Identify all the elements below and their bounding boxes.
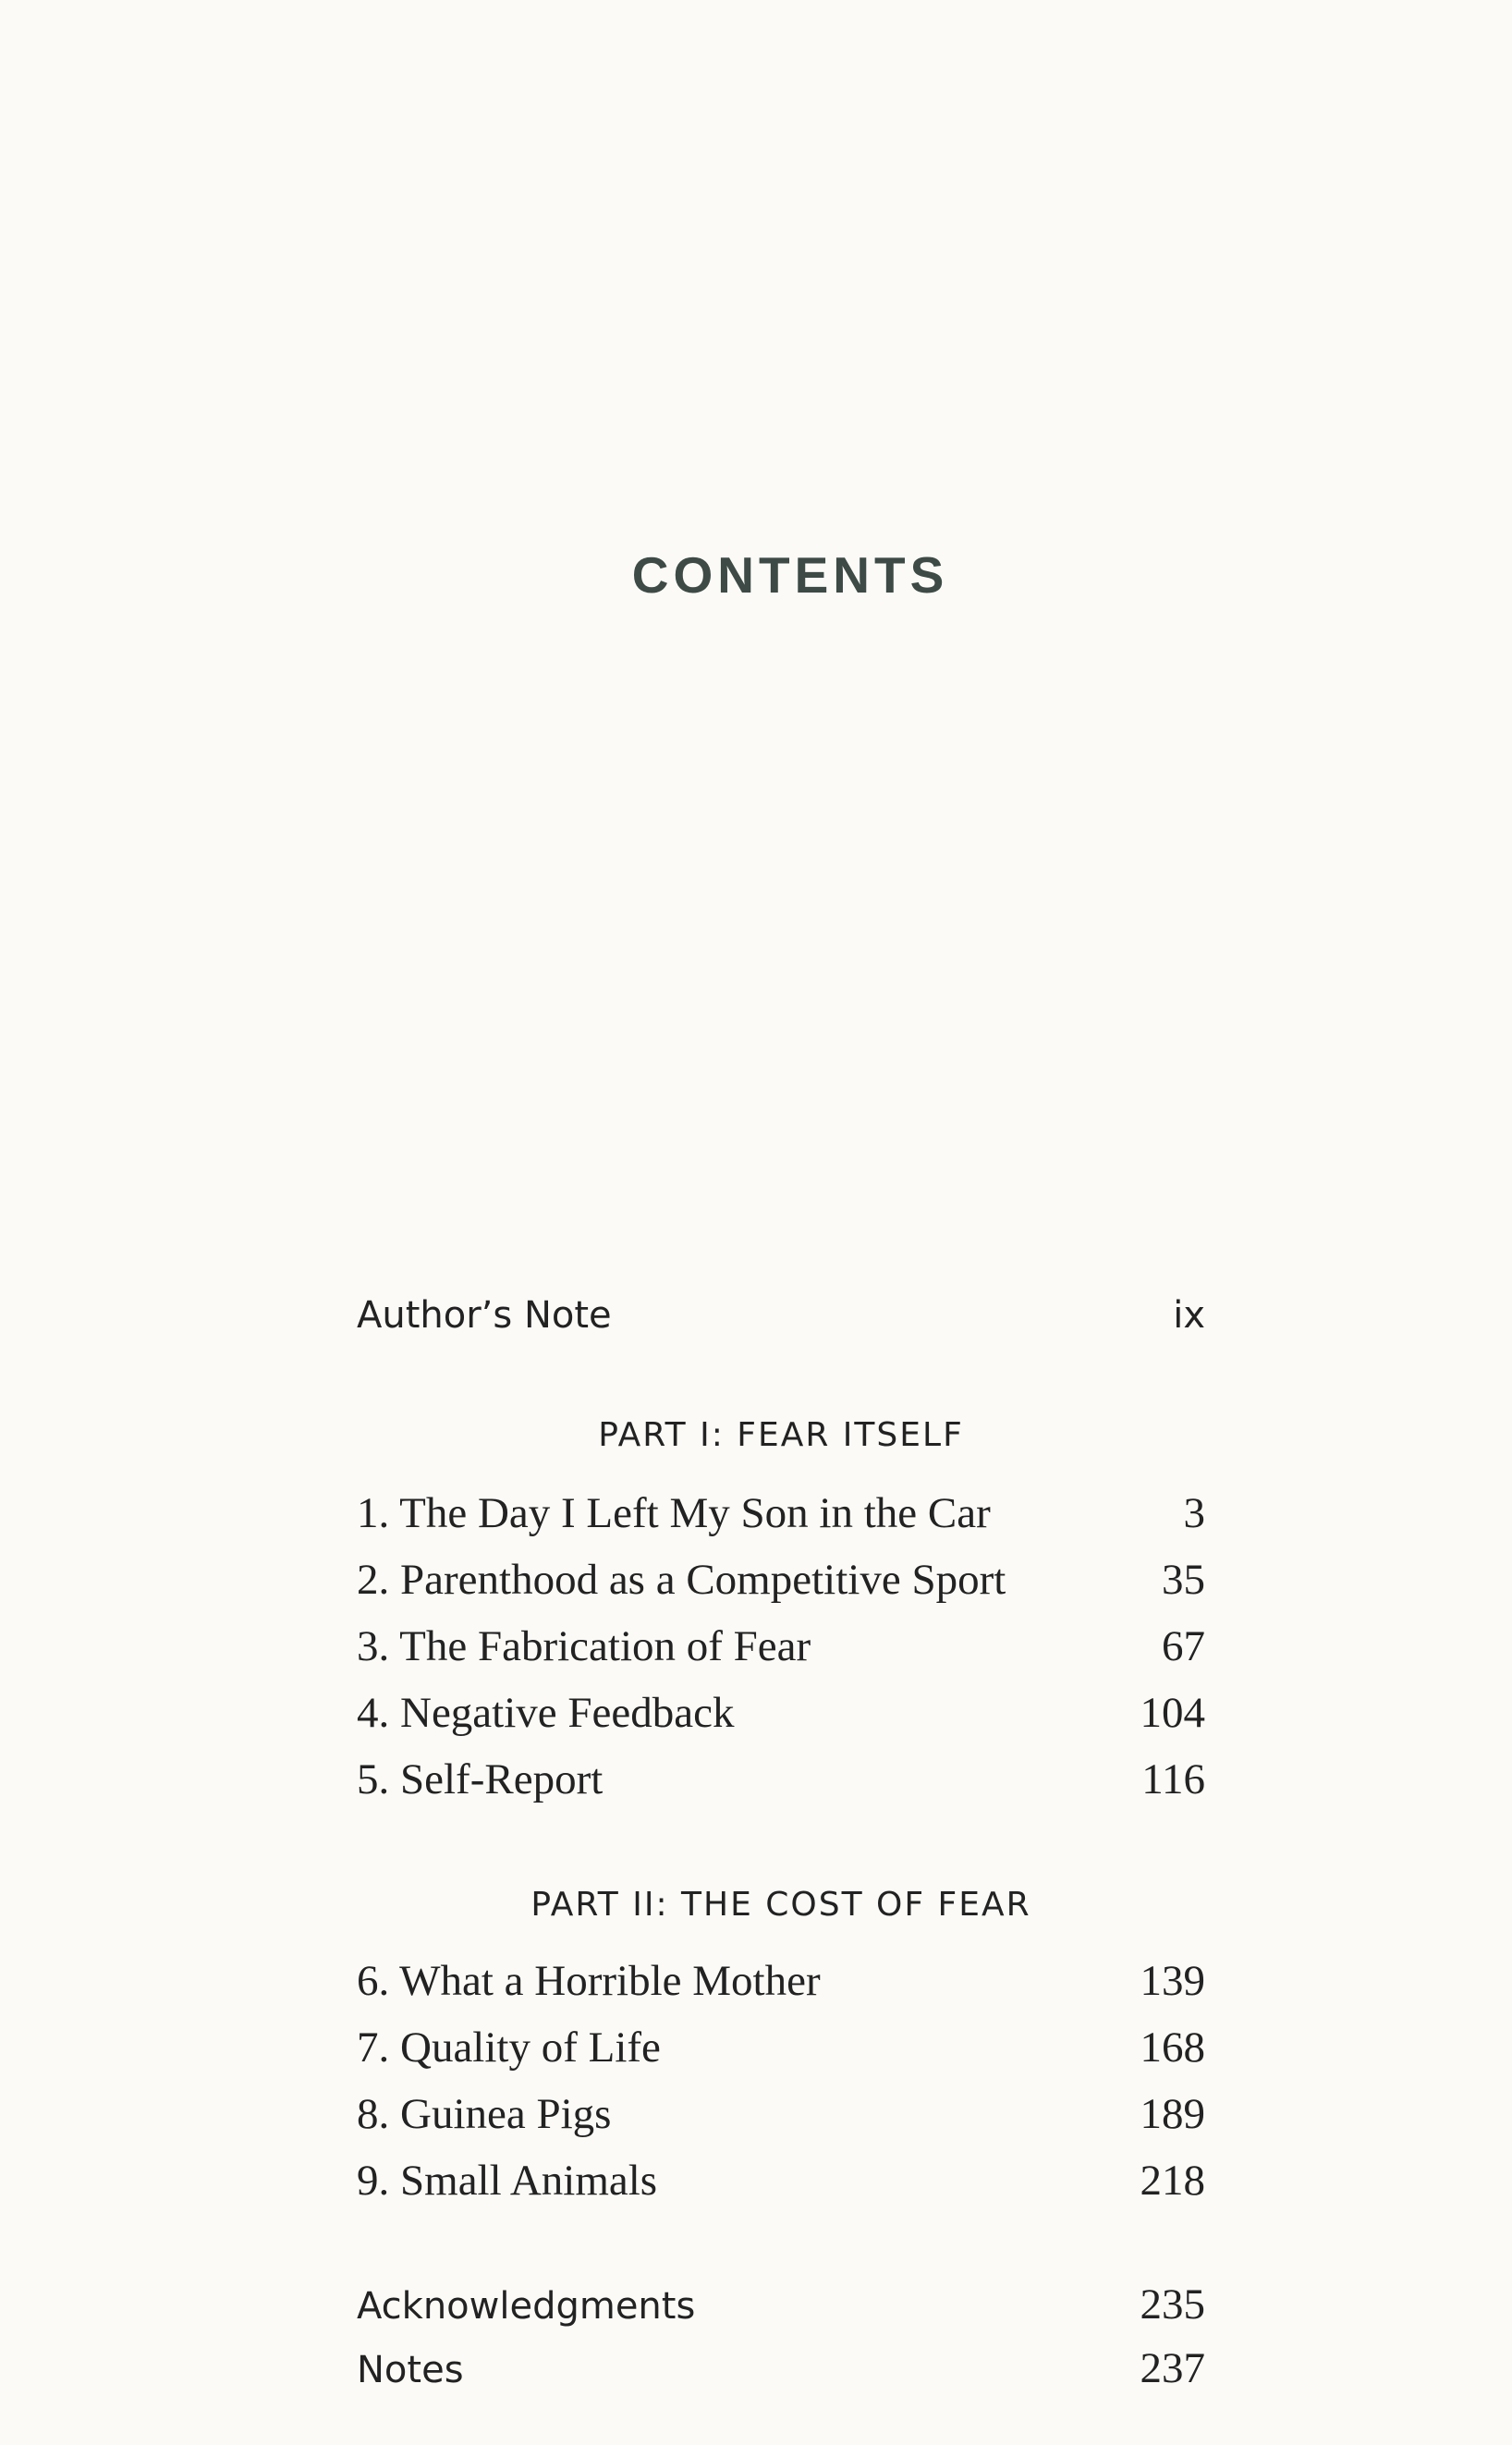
toc-entry-page: ix <box>1173 1294 1205 1337</box>
toc-entry-label: Author’s Note <box>357 1294 612 1337</box>
toc-entry-page: 116 <box>1141 1755 1205 1803</box>
toc-entry-label: Notes <box>357 2349 464 2391</box>
toc-entry-label: 9. Small Animals <box>357 2157 658 2205</box>
toc-entry-label: 8. Guinea Pigs <box>357 2090 612 2138</box>
toc-entry-label: 7. Quality of Life <box>357 2023 661 2072</box>
toc-entry-chapter-5 <box>357 1754 1205 1804</box>
toc-entry-chapter-6 <box>357 1956 1205 2006</box>
toc-entry-page: 3 <box>1183 1489 1205 1537</box>
toc-entry-chapter-2 <box>357 1555 1205 1605</box>
toc-entry-notes <box>357 2343 1205 2393</box>
toc-entry-chapter-8 <box>357 2089 1205 2139</box>
toc-entry-acknowledgments <box>357 2280 1205 2329</box>
toc-entry-label: 1. The Day I Left My Son in the Car <box>357 1489 991 1537</box>
toc-entry-chapter-7 <box>357 2023 1205 2072</box>
toc-entry-page: 237 <box>1140 2344 1205 2392</box>
toc-entry-page: 189 <box>1140 2090 1205 2138</box>
part-heading-1: PART I: FEAR ITSELF <box>598 1416 964 1454</box>
toc-entry-page: 35 <box>1162 1556 1205 1604</box>
toc-entry-label: 4. Negative Feedback <box>357 1689 735 1737</box>
toc-entry-label: 6. What a Horrible Mother <box>357 1957 821 2005</box>
toc-entry-label: 2. Parenthood as a Competitive Sport <box>357 1556 1006 1604</box>
toc-entry-chapter-3 <box>357 1621 1205 1671</box>
toc-entry-chapter-4 <box>357 1688 1205 1738</box>
toc-entry-label: 5. Self-Report <box>357 1755 604 1803</box>
toc-entry-page: 104 <box>1140 1689 1205 1737</box>
toc-entry-page: 139 <box>1140 1957 1205 2005</box>
page-title: CONTENTS <box>631 546 949 604</box>
toc-entry-authors-note <box>357 1294 1205 1337</box>
toc-entry-label: 3. The Fabrication of Fear <box>357 1622 811 1670</box>
toc-entry-page: 168 <box>1140 2023 1205 2072</box>
toc-entry-page: 67 <box>1162 1622 1205 1670</box>
toc-entry-label: Acknowledgments <box>357 2285 696 2328</box>
part-heading-2: PART II: THE COST OF FEAR <box>530 1886 1031 1924</box>
toc-entry-page: 218 <box>1140 2157 1205 2205</box>
toc-entry-page: 235 <box>1140 2280 1205 2329</box>
toc-entry-chapter-9 <box>357 2156 1205 2206</box>
toc-entry-chapter-1 <box>357 1488 1205 1538</box>
